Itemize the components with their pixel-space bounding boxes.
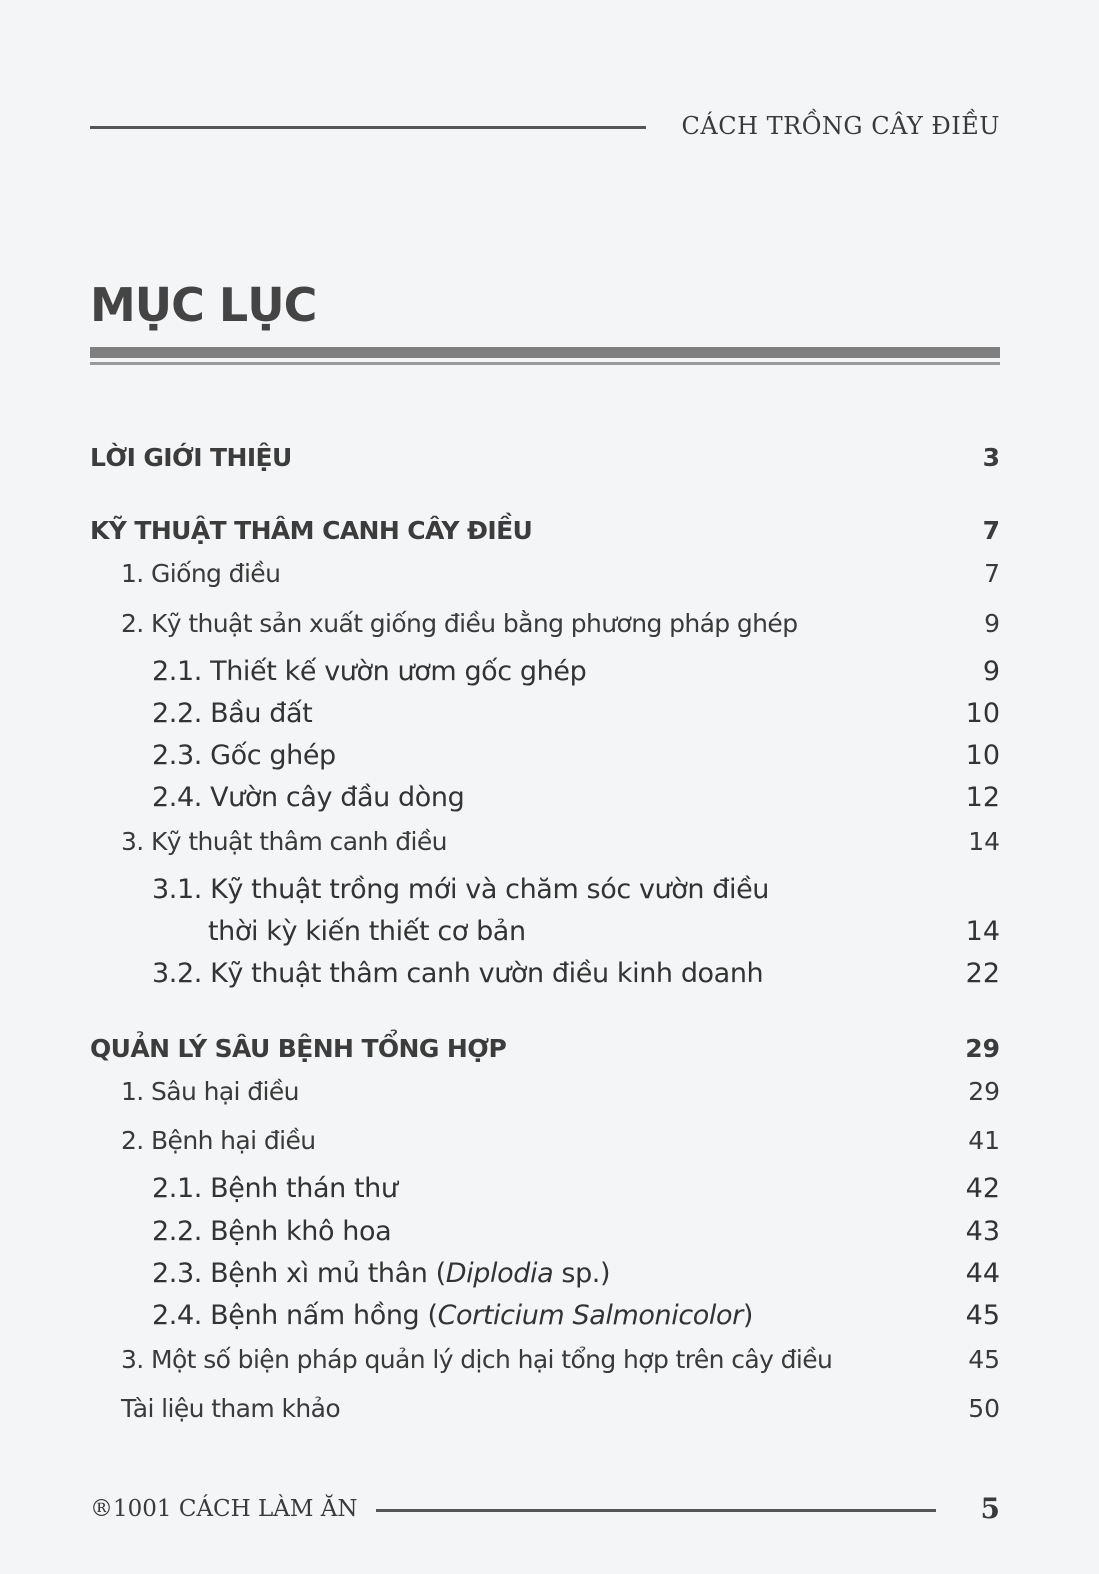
toc-title: MỤC LỤC	[90, 278, 317, 332]
toc-entry-label: 2. Bệnh hại điều	[121, 1126, 316, 1155]
species-name: Corticium Salmonicolor	[437, 1300, 743, 1331]
title-rule-thick	[90, 347, 1000, 358]
toc-entry-label: 2.4. Bệnh nấm hồng (Corticium Salmonicolor)	[152, 1300, 753, 1331]
toc-entry-label: 2.1. Thiết kế vườn ươm gốc ghép	[152, 656, 587, 687]
toc-entry-label: 2.2. Bệnh khô hoa	[152, 1216, 392, 1247]
toc-entry-page: 29	[968, 1077, 1000, 1106]
toc-entry-label: 3. Một số biện pháp quản lý dịch hại tổng hợp trên cây điều	[121, 1345, 833, 1374]
toc-entry-label: 2. Kỹ thuật sản xuất giống điều bằng phương pháp ghép	[121, 609, 798, 638]
header-rule	[90, 126, 646, 129]
toc-entry-label: Tài liệu tham khảo	[121, 1394, 341, 1423]
toc-entry-label: 3. Kỹ thuật thâm canh điều	[121, 827, 447, 856]
toc-entry-label: 1. Giống điều	[121, 559, 281, 588]
toc-entry-page: 45	[968, 1345, 1000, 1374]
toc-entry-label: 2.2. Bầu đất	[152, 698, 313, 729]
toc-entry-page: 42	[965, 1173, 1000, 1204]
toc-entry-page: 44	[965, 1258, 1000, 1289]
toc-entry-page: 10	[965, 698, 1000, 729]
page-number: 5	[980, 1492, 1000, 1525]
toc-entry-label: 2.1. Bệnh thán thư	[152, 1173, 398, 1204]
toc-entry-page: 41	[968, 1126, 1000, 1155]
toc-entry-label-continued: thời kỳ kiến thiết cơ bản	[208, 916, 526, 947]
toc-entry-label: 1. Sâu hại điều	[121, 1077, 299, 1106]
title-rule-thin	[90, 362, 1000, 365]
toc-entry-label: 3.2. Kỹ thuật thâm canh vườn điều kinh doanh	[152, 958, 764, 989]
toc-entry-page: 10	[965, 740, 1000, 771]
running-header	[90, 112, 1000, 146]
toc-entry-page: 45	[965, 1300, 1000, 1331]
species-name: Diplodia	[445, 1258, 554, 1289]
toc-entry-page: 43	[965, 1216, 1000, 1247]
running-header-title: CÁCH TRỒNG CÂY ĐIỀU	[681, 112, 1000, 140]
toc-entry-page: 50	[968, 1394, 1000, 1423]
toc-entry-label: QUẢN LÝ SÂU BỆNH TỔNG HỢP	[90, 1034, 507, 1063]
toc-entry-label: 2.3. Gốc ghép	[152, 740, 336, 771]
toc-entry-page: 29	[965, 1034, 1000, 1063]
page-footer	[90, 1494, 1000, 1528]
toc-entry-label: KỸ THUẬT THÂM CANH CÂY ĐIỀU	[90, 516, 533, 545]
toc-entry-page: 9	[982, 656, 1000, 687]
toc-entry-label: 2.3. Bệnh xì mủ thân (Diplodia sp.)	[152, 1258, 611, 1289]
toc-entry-page: 14	[965, 916, 1000, 947]
toc-entry-label: LỜI GIỚI THIỆU	[90, 443, 292, 472]
toc-entry-page: 7	[984, 559, 1000, 588]
publisher-name: ®1001 CÁCH LÀM ĂN	[90, 1496, 358, 1522]
toc-entry-page: 3	[982, 443, 1000, 472]
toc-entry-label: 3.1. Kỹ thuật trồng mới và chăm sóc vườn điều	[152, 874, 770, 905]
toc-entry-label: 2.4. Vườn cây đầu dòng	[152, 782, 465, 813]
toc-entry-page: 14	[968, 827, 1000, 856]
toc-entry-page: 22	[965, 958, 1000, 989]
toc-entry-page: 9	[984, 609, 1000, 638]
footer-rule	[376, 1509, 936, 1512]
toc-entry-page: 12	[965, 782, 1000, 813]
toc-entry-page: 7	[982, 516, 1000, 545]
